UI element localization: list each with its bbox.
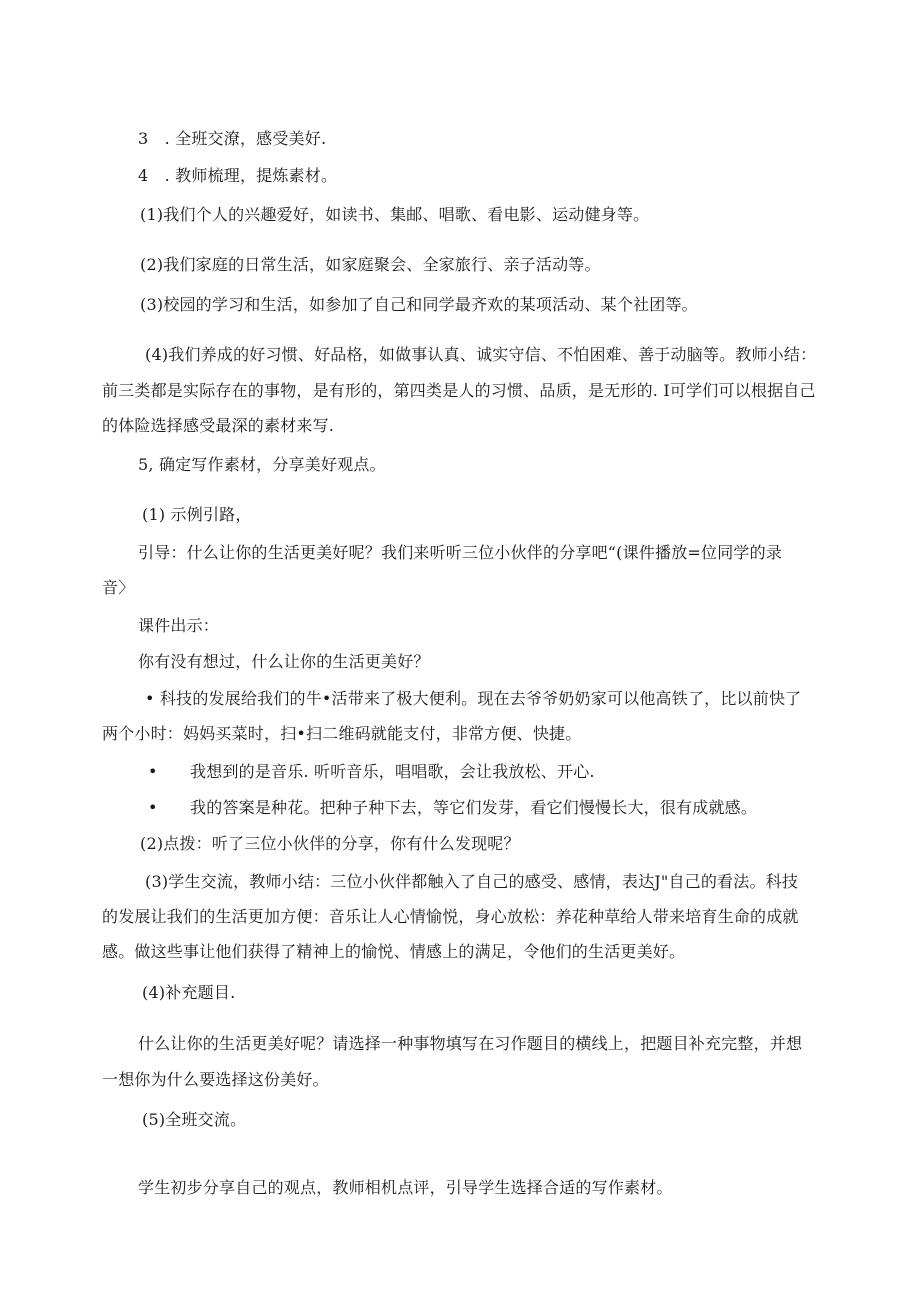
bullet-2-text: • 我想到的是音乐. 听听音乐，唱唱歌，会让我放松、开心. — [148, 762, 595, 781]
supplement-text-line-1: 什么让你的生活更美好呢？请选择一种事物填写在习作题目的横线上，把题目补充完整，并想 — [138, 1034, 803, 1053]
item-4-text-line-2: 前三类都是实际存在的事物，是有形的，第四类是人的习惯、品质，是无形的. I可学们可以根据自己 — [102, 381, 816, 400]
sub-1-heading: (1) 示例引路， — [142, 505, 252, 524]
item-4-text-line-3: 的体险选择感受最深的素材来写. — [102, 416, 335, 435]
sub-3-text-line-1: (3)学生交流，教师小结：三位小伙伴都触入了自己的感受、感情，表达J"自己的看法。科技 — [145, 872, 799, 891]
courseware-label: 课件出示： — [138, 616, 220, 635]
item-3-text: (3)校园的学习和生活，如参加了自己和同学最齐欢的某项活动、某个社团等。 — [140, 295, 698, 314]
bullet-1-line-2: 两个小时：妈妈买菜时，扫•扫二维码就能支付，非常方便、快捷。 — [102, 724, 582, 743]
question-text: 你有没有想过，什么让你的生活更美好？ — [138, 652, 430, 671]
step-3-heading: 3 . 全班交潦，感受美好. — [138, 129, 327, 148]
item-4-text-line-1: (4)我们养成的好习惯、好品格，如做事认真、诚实守信、不怕困难、善于动脑等。教师小结： — [145, 345, 817, 364]
sub-5-heading: (5)全班交流。 — [142, 1110, 247, 1129]
item-2-text: (2)我们家庭的日常生活，如家庭聚会、全家旅行、亲子活动等。 — [140, 255, 601, 274]
sub-3-text-line-2: 的发展让我们的生活更加方便：音乐让人心情愉悦，身心放松：养花种草给人带来培育生命的成就 — [102, 907, 799, 926]
guide-text-line-1: 引导：什么让你的生活更美好呢？我们来听听三位小伙伴的分享吧“(课件播放=位同学的录 — [138, 543, 783, 562]
bullet-1-line-1: • 科技的发展给我们的牛•活带来了极大便利。现在去爷爷奶奶家可以他高铁了，比以前快了 — [145, 689, 802, 708]
bullet-3-text: • 我的答案是种花。把种子种下去，等它们发芽，看它们慢慢长大，很有成就感。 — [148, 798, 758, 817]
sub-2-text: (2)点拨：听了三位小伙伴的分享，你有什么发现呢？ — [140, 834, 520, 853]
guide-text-line-2: 音〉 — [102, 578, 135, 597]
step-5-heading: 5, 确定写作素材，分享美好观点。 — [138, 455, 386, 474]
item-1-text: (1)我们个人的兴趣爱好，如读书、集邮、唱歌、看电影、运动健身等。 — [140, 205, 650, 224]
step-4-heading: 4 . 教师梳理，提炼素材。 — [138, 166, 338, 185]
supplement-text-line-2: 一想你为什么要选择这份美好。 — [102, 1070, 329, 1089]
sub-3-text-line-3: 感。做这些事让他们获得了精神上的愉悦、情感上的满足，令他们的生活更美好。 — [102, 942, 686, 961]
closing-text: 学生初步分享自己的观点，教师相机点评，引导学生选择合适的写作素材。 — [138, 1178, 673, 1197]
sub-4-heading: (4)补充题目. — [142, 983, 236, 1002]
